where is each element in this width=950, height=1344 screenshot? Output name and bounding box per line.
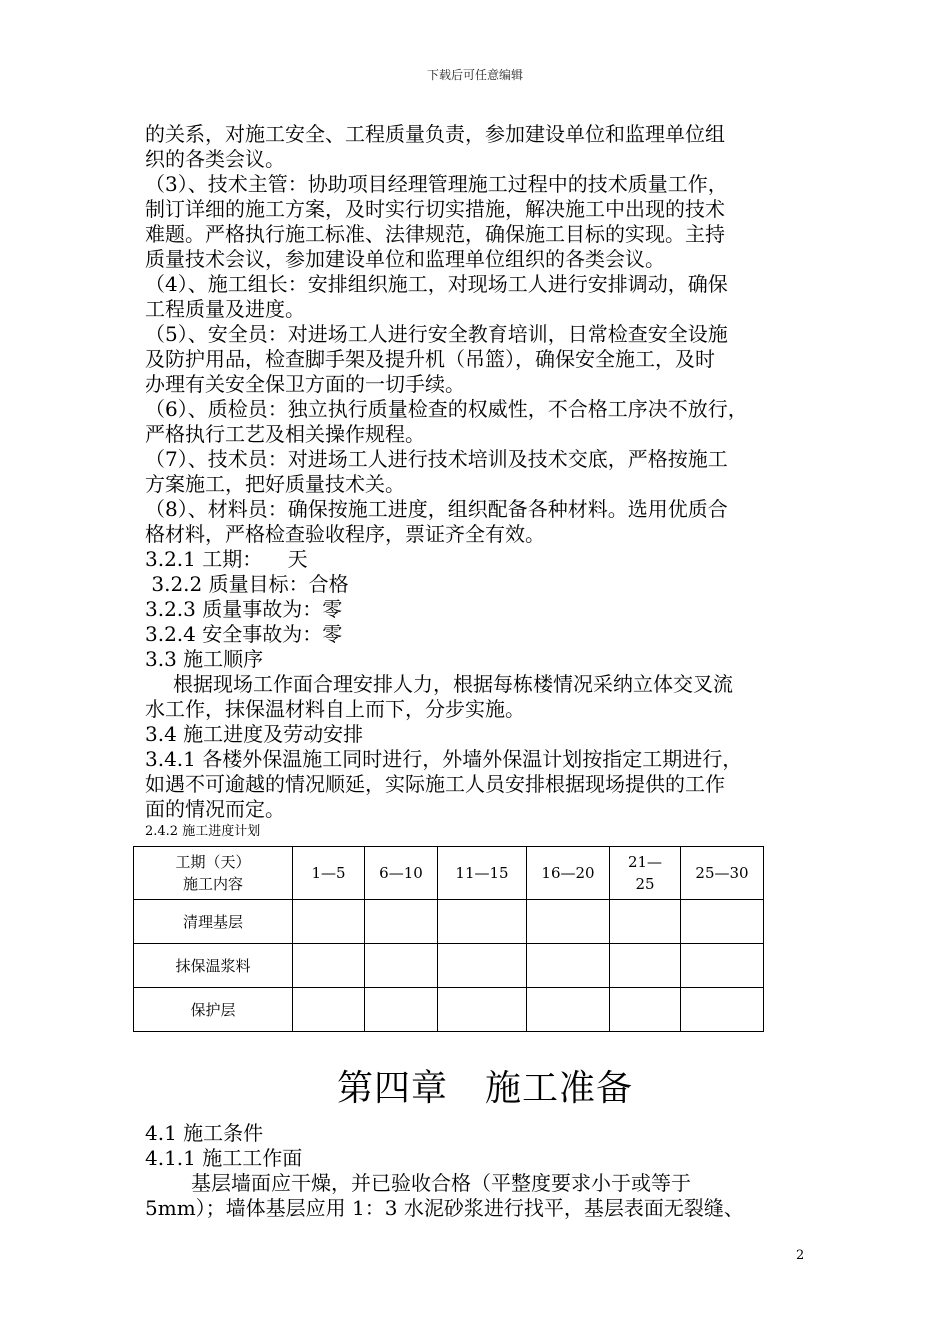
table-cell bbox=[527, 988, 610, 1032]
section-heading: 4.1 施工条件 bbox=[145, 1121, 264, 1145]
period-header: 16—20 bbox=[527, 847, 610, 900]
text-line: 及防护用品，检查脚手架及提升机（吊篮），确保安全施工，及时 bbox=[145, 347, 715, 371]
text-line: 难题。严格执行施工标准、法律规范，确保施工目标的实现。主持 bbox=[145, 222, 725, 246]
text-line: （7）、技术员：对进场工人进行技术培训及技术交底，严格按施工 bbox=[145, 447, 728, 471]
chapter-title: 第四章 施工准备 bbox=[336, 1068, 633, 1109]
period-header: 6—10 bbox=[365, 847, 438, 900]
quality-accident-line: 3.2.3 质量事故为：零 bbox=[145, 597, 343, 621]
period-header: 25—30 bbox=[681, 847, 764, 900]
progress-section bbox=[145, 722, 825, 822]
text-line: 水工作，抹保温材料自上而下，分步实施。 bbox=[145, 697, 525, 721]
period-header: 21— 25 bbox=[610, 847, 681, 900]
period-header: 11—15 bbox=[438, 847, 527, 900]
page-number: 2 bbox=[796, 1248, 805, 1263]
text-line: 织的各类会议。 bbox=[145, 147, 285, 171]
row-label: 保护层 bbox=[134, 988, 293, 1032]
table-cell bbox=[438, 900, 527, 944]
corner-top-label: 工期（天） bbox=[175, 853, 251, 871]
text-line: 工程质量及进度。 bbox=[145, 297, 305, 321]
text-line: 办理有关安全保卫方面的一切手续。 bbox=[145, 372, 465, 396]
text-line: 制订详细的施工方案，及时实行切实措施，解决施工中出现的技术 bbox=[145, 197, 725, 221]
table-cell bbox=[681, 988, 764, 1032]
section-heading: 3.3 施工顺序 bbox=[145, 647, 264, 671]
page-header: 下载后可任意编辑 bbox=[426, 68, 523, 82]
role-descriptions bbox=[145, 122, 825, 672]
table-cell bbox=[681, 944, 764, 988]
text-line: 质量技术会议，参加建设单位和监理单位组织的各类会议。 bbox=[145, 247, 665, 271]
text-line: 面的情况而定。 bbox=[145, 797, 285, 821]
quality-target-line: 3.2.2 质量目标：合格 bbox=[145, 572, 349, 596]
table-cell bbox=[293, 900, 365, 944]
construction-order-paragraph bbox=[145, 672, 825, 722]
table-cell bbox=[365, 900, 438, 944]
text-line: （5）、安全员：对进场工人进行安全教育培训，日常检查安全设施 bbox=[145, 322, 728, 346]
table-cell bbox=[365, 988, 438, 1032]
row-label: 清理基层 bbox=[134, 900, 293, 944]
text-line: 5mm）；墙体基层应用 1：3 水泥砂浆进行找平，基层表面无裂缝、 bbox=[145, 1196, 744, 1220]
table-cell bbox=[438, 944, 527, 988]
table-cell bbox=[527, 944, 610, 988]
document-body bbox=[145, 122, 825, 1221]
table-cell bbox=[438, 988, 527, 1032]
table-cell bbox=[293, 988, 365, 1032]
text-line: （6）、质检员：独立执行质量检查的权威性，不合格工序决不放行， bbox=[145, 397, 748, 421]
text-line: 基层墙面应干燥，并已验收合格（平整度要求小于或等于 bbox=[191, 1171, 691, 1195]
duration-line: 3.2.1 工期： 天 bbox=[145, 547, 308, 571]
text-line: 如遇不可逾越的情况顺延，实际施工人员安排根据现场提供的工作 bbox=[145, 772, 725, 796]
progress-plan-table bbox=[133, 846, 764, 1032]
table-cell bbox=[610, 944, 681, 988]
table-row bbox=[134, 900, 764, 944]
text-line: 方案施工，把好质量技术关。 bbox=[145, 472, 405, 496]
table-cell bbox=[681, 900, 764, 944]
corner-bottom-label: 施工内容 bbox=[182, 875, 243, 893]
table-row bbox=[134, 944, 764, 988]
row-label: 抹保温浆料 bbox=[134, 944, 293, 988]
text-line: 根据现场工作面合理安排人力，根据每栋楼情况采纳立体交叉流 bbox=[173, 672, 733, 696]
table-cell bbox=[610, 900, 681, 944]
table-corner-cell bbox=[134, 847, 293, 900]
section-heading: 3.4 施工进度及劳动安排 bbox=[145, 722, 364, 746]
text-line: 格材料，严格检查验收程序，票证齐全有效。 bbox=[145, 522, 545, 546]
period-header: 1—5 bbox=[293, 847, 365, 900]
table-header-row bbox=[134, 847, 764, 900]
table-caption: 2.4.2 施工进度计划 bbox=[145, 824, 261, 839]
safety-accident-line: 3.2.4 安全事故为：零 bbox=[145, 622, 343, 646]
text-line: （4）、施工组长：安排组织施工，对现场工人进行安排调动，确保 bbox=[145, 272, 728, 296]
table-cell bbox=[293, 944, 365, 988]
text-line: 3.4.1 各楼外保温施工同时进行，外墙外保温计划按指定工期进行， bbox=[145, 747, 743, 771]
text-line: （3）、技术主管：协助项目经理管理施工过程中的技术质量工作， bbox=[145, 172, 728, 196]
table-cell bbox=[527, 900, 610, 944]
table-cell bbox=[365, 944, 438, 988]
text-line: 的关系，对施工安全、工程质量负责，参加建设单位和监理单位组 bbox=[145, 122, 725, 146]
table-cell bbox=[610, 988, 681, 1032]
text-line: （8）、材料员：确保按施工进度，组织配备各种材料。选用优质合 bbox=[145, 497, 728, 521]
subsection-heading: 4.1.1 施工工作面 bbox=[145, 1146, 303, 1170]
text-line: 严格执行工艺及相关操作规程。 bbox=[145, 422, 425, 446]
table-row bbox=[134, 988, 764, 1032]
